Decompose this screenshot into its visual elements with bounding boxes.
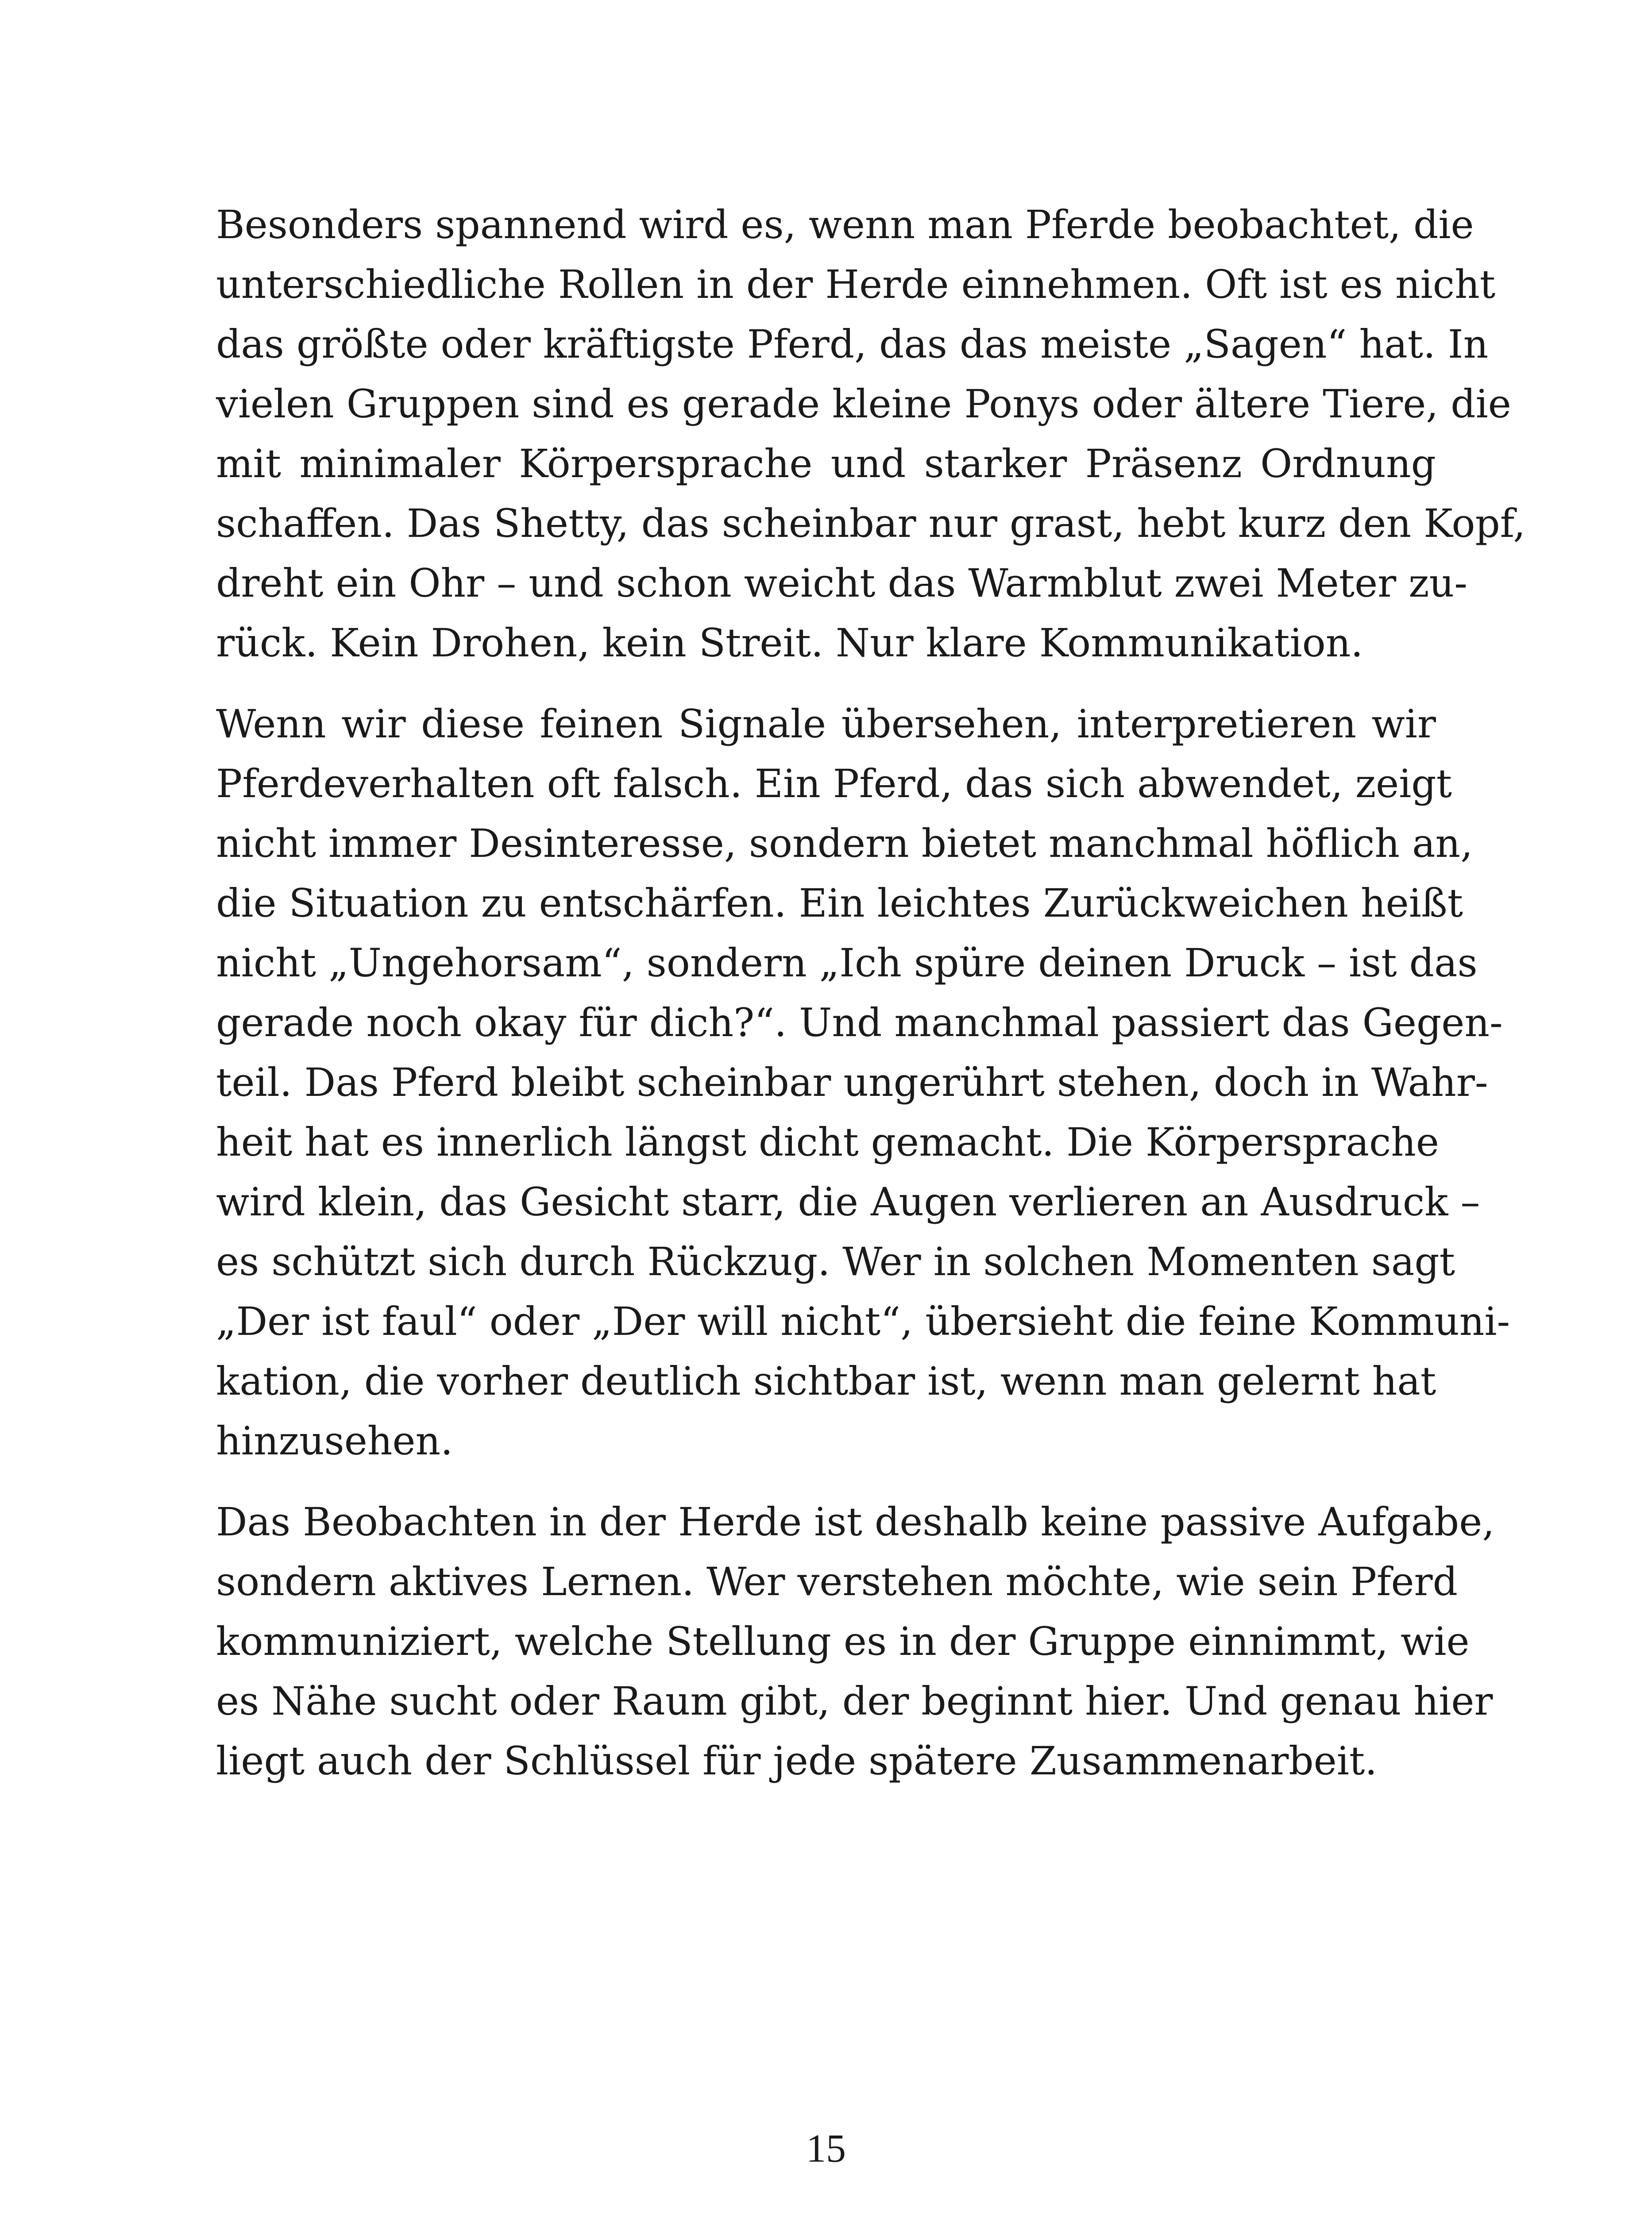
paragraph-1 — [216, 195, 1526, 673]
page-number: 15 — [806, 2127, 846, 2171]
text-line: es Nähe sucht oder Raum gibt, der beginnt hier. Und genau hier — [216, 1678, 1493, 1724]
paragraph-3 — [216, 1492, 1495, 1791]
text-line: vielen Gruppen sind es gerade kleine Ponys oder ältere Tiere, die — [216, 381, 1511, 427]
text-line: es schützt sich durch Rückzug. Wer in solchen Momenten sagt — [216, 1239, 1455, 1284]
text-line: kation, die vorher deutlich sichtbar ist, wenn man gelernt hat — [216, 1358, 1436, 1404]
text-line: „Der ist faul“ oder „Der will nicht“, übersieht die feine Kommuni- — [216, 1299, 1510, 1344]
text-line: kommuniziert, welche Stellung es in der Gruppe einnimmt, wie — [216, 1619, 1470, 1664]
text-line: sondern aktives Lernen. Wer verstehen möchte, wie sein Pferd — [216, 1559, 1458, 1604]
text-line: schaffen. Das Shetty, das scheinbar nur grast, hebt kurz den Kopf, — [216, 501, 1526, 546]
text-line: liegt auch der Schlüssel für jede spätere Zusammenarbeit. — [216, 1738, 1378, 1784]
body-text — [216, 195, 1526, 1812]
paragraph-2 — [216, 694, 1510, 1471]
text-line: rück. Kein Drohen, kein Streit. Nur klare Kommunikation. — [216, 620, 1363, 666]
text-line: Das Beobachten in der Herde ist deshalb keine passive Aufgabe, — [216, 1499, 1495, 1545]
text-line: teil. Das Pferd bleibt scheinbar ungerührt stehen, doch in Wahr- — [216, 1060, 1488, 1105]
text-line: das größte oder kräftigste Pferd, das das meiste „Sagen“ hat. In — [216, 321, 1489, 367]
text-line: heit hat es innerlich längst dicht gemacht. Die Körpersprache — [216, 1119, 1439, 1165]
text-line: wird klein, das Gesicht starr, die Augen verlieren an Ausdruck – — [216, 1179, 1480, 1225]
text-line: unterschiedliche Rollen in der Herde einnehmen. Oft ist es nicht — [216, 262, 1496, 307]
text-line: nicht „Ungehorsam“, sondern „Ich spüre deinen Druck – ist das — [216, 940, 1478, 986]
text-line: Besonders spannend wird es, wenn man Pferde beobachtet, die — [216, 202, 1474, 247]
text-line: mit minimaler Körpersprache und starker Präsenz Ordnung — [216, 441, 1436, 486]
text-line: die Situation zu entschärfen. Ein leichtes Zurückweichen heißt — [216, 880, 1463, 926]
text-line: Wenn wir diese feinen Signale übersehen, interpretieren wir — [216, 701, 1436, 747]
text-line: gerade noch okay für dich?“. Und manchmal passiert das Gegen- — [216, 1000, 1503, 1045]
text-line: dreht ein Ohr – und schon weicht das Warmblut zwei Meter zu- — [216, 560, 1467, 606]
text-line: hinzusehen. — [216, 1418, 453, 1464]
text-line: Pferdeverhalten oft falsch. Ein Pferd, das sich abwendet, zeigt — [216, 761, 1452, 806]
text-line: nicht immer Desinteresse, sondern bietet manchmal höflich an, — [216, 821, 1473, 866]
